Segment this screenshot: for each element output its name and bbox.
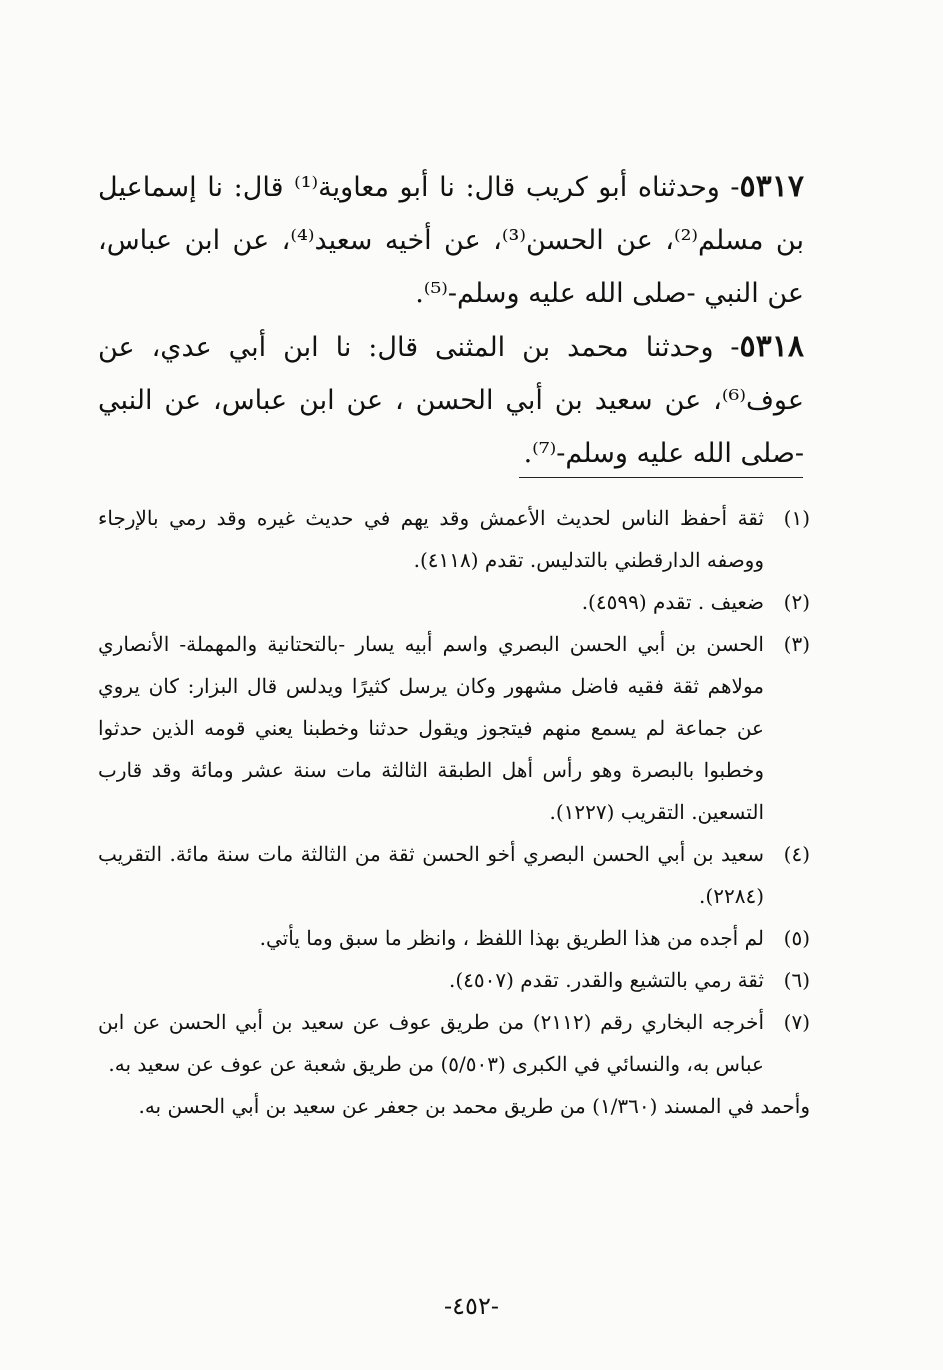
footnote-text: ثقة رمي بالتشيع والقدر. تقدم (٤٥٠٧). <box>449 968 764 992</box>
hadith-text: - وحدثناه أبو كريب قال: نا أبو معاوية⁽¹⁾ قال: نا إسماعيل بن مسلم⁽²⁾، عن الحسن⁽³⁾، عن أخيه سعيد⁽⁴⁾، عن ابن عباس، عن النبي -صلى الله عليه وسلم-⁽⁵⁾. <box>98 172 804 309</box>
page-number: -٤٥٢- <box>444 1292 499 1320</box>
footnote-7-continuation: وأحمد في المسند (١/٣٦٠) من طريق محمد بن جعفر عن سعيد بن أبي الحسن به. <box>138 1094 810 1118</box>
footnote-marker: (٣) <box>783 632 810 656</box>
hadith-number: ٥٣١٨ <box>739 329 804 364</box>
footnote-text: الحسن بن أبي الحسن البصري واسم أبيه يسار -بالتحتانية والمهملة- الأنصاري مولاهم ثقة فقيه فاضل مشهور وكان يرسل كثيرًا ويدلس قال البزار: كان يروي عن جماعة لم يسمع منهم فيتجوز ويقول حدثنا وخطبنا يعني قومه الذين حدثوا وخطبوا بالبصرة وهو رأس أهل الطبقة الثالثة مات سنة عشر ومائة وقد قارب التسعين. التقريب (١٢٢٧). <box>98 632 764 824</box>
footnote-6 <box>98 959 810 1001</box>
footnote-marker: (٧) <box>783 1010 810 1034</box>
footnote-text: ثقة أحفظ الناس لحديث الأعمش وقد يهم في حديث غيره وقد رمي بالإرجاء ووصفه الدارقطني بالتدليس. تقدم (٤١١٨). <box>98 506 764 572</box>
footnote-text: سعيد بن أبي الحسن البصري أخو الحسن ثقة من الثالثة مات سنة مائة. التقريب (٢٢٨٤). <box>98 842 765 908</box>
footnote-marker: (٥) <box>783 926 810 950</box>
footnote-5 <box>98 917 810 959</box>
hadith-5318 <box>98 320 804 480</box>
hadith-number: ٥٣١٧ <box>739 169 804 204</box>
footnote-divider <box>519 477 803 478</box>
footnote-marker: (١) <box>783 506 810 530</box>
footnote-1 <box>98 497 810 581</box>
footnote-text: أخرجه البخاري رقم (٢١١٢) من طريق عوف عن سعيد بن أبي الحسن عن ابن عباس به، والنسائي في الكبرى (٥/٥٠٣) من طريق شعبة عن عوف عن سعيد به. <box>98 1010 765 1076</box>
footnote-4 <box>98 833 810 917</box>
hadith-text: - وحدثنا محمد بن المثنى قال: نا ابن أبي عدي، عن عوف⁽⁶⁾، عن سعيد بن أبي الحسن ، عن ابن عباس، عن النبي -صلى الله عليه وسلم-⁽⁷⁾. <box>98 332 804 469</box>
footnote-2 <box>98 581 810 623</box>
footnote-text: ضعيف . تقدم (٤٥٩٩). <box>581 590 764 614</box>
footnote-7 <box>98 1001 810 1085</box>
main-text <box>98 160 804 480</box>
footnote-marker: (٦) <box>783 968 810 992</box>
footnotes <box>98 497 810 1127</box>
footnote-marker: (٢) <box>783 590 810 614</box>
hadith-5317 <box>98 160 804 320</box>
footnote-marker: (٤) <box>783 842 810 866</box>
footnote-text: لم أجده من هذا الطريق بهذا اللفظ ، وانظر ما سبق وما يأتي. <box>259 926 764 950</box>
footnote-3 <box>98 623 810 833</box>
